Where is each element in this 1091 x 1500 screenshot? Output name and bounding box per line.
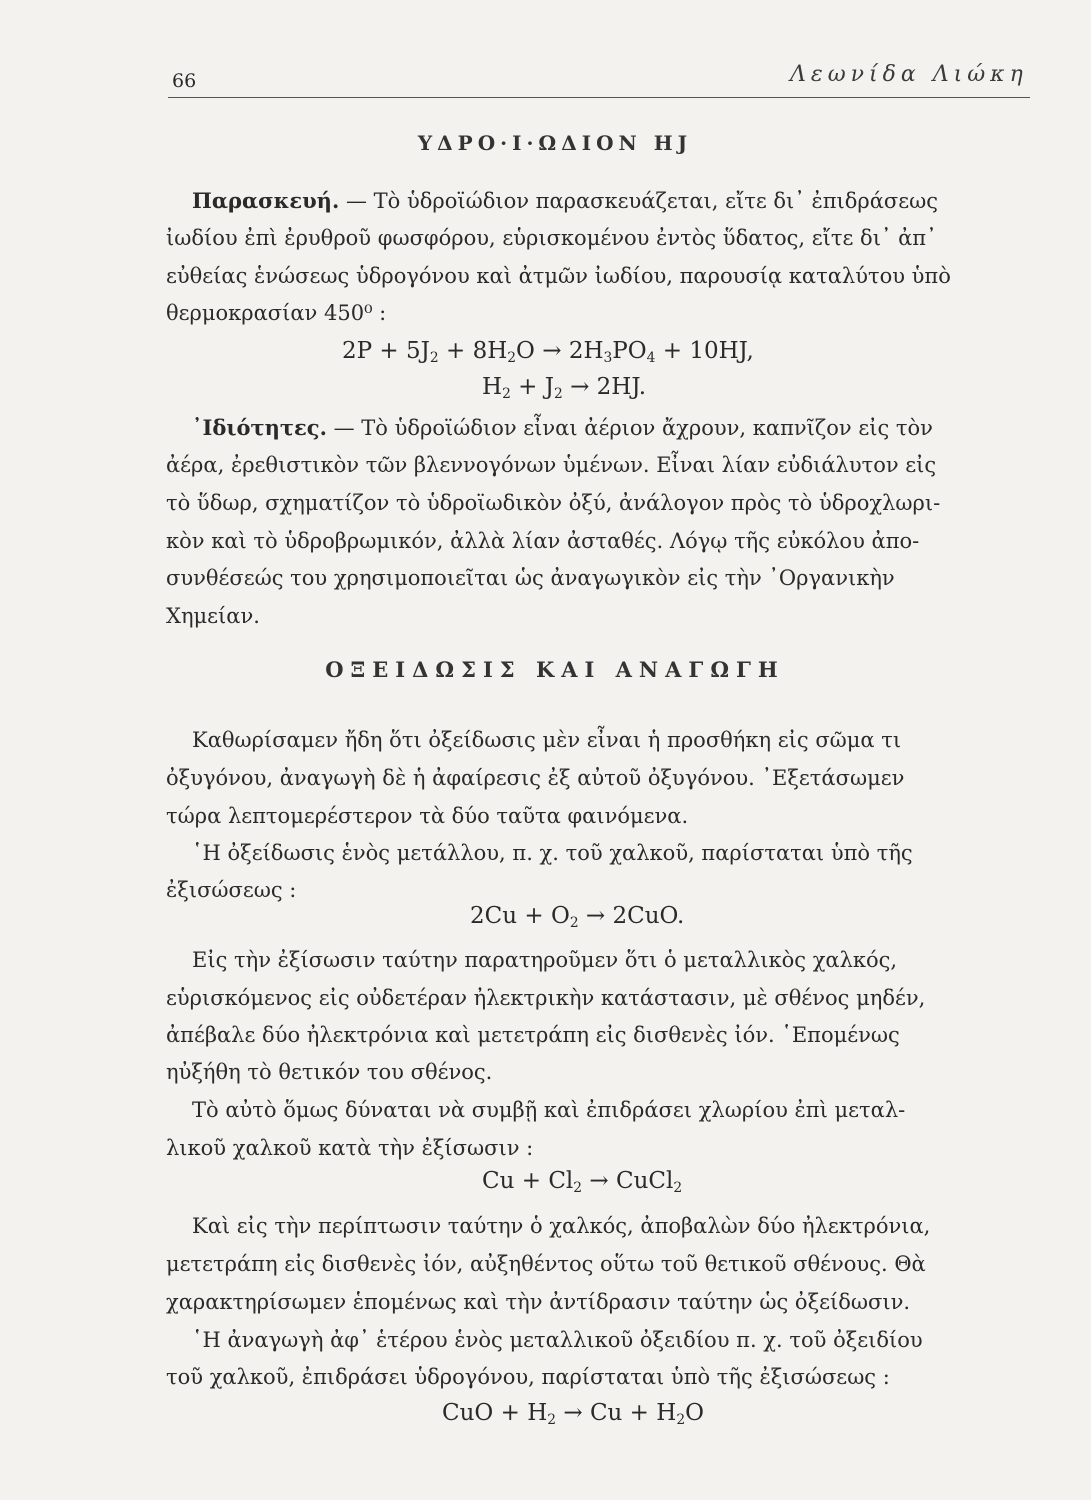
props-line-6: Χημείαν.	[166, 604, 260, 628]
header-rule	[168, 97, 1030, 98]
p5-line-3: χαρακτηρίσωμεν ἑπομένως καὶ τὴν ἀντίδρασιν ταύτην ὡς ὀξείδωσιν.	[166, 1290, 911, 1314]
prep-heading: Παρασκευή.	[192, 188, 340, 213]
p3-line-4: ηὐξήθη τὸ θετικόν του σθένος.	[166, 1060, 493, 1084]
props-heading: ᾽Ιδιότητες.	[192, 415, 327, 440]
prep-line-4: θερμοκρασίαν 450⁰ :	[166, 301, 387, 325]
props-line-3: τὸ ὕδωρ, σχηματίζον τὸ ὑδροϊωδικὸν ὀξύ, ἀνάλογον πρὸς τὸ ὑδροχλωρι-	[166, 491, 941, 515]
props-line-1: ᾽Ιδιότητες. — Τὸ ὑδροϊώδιον εἶναι ἀέριον ἄχρουν, καπνῖζον εἰς τὸν	[192, 415, 933, 440]
p1-line-1: Καθωρίσαμεν ἤδη ὅτι ὀξείδωσις μὲν εἶναι ἡ προσθήκη εἰς σῶμα τι	[192, 728, 902, 752]
p6-line-1: ῾Η ἀναγωγὴ ἀφ᾽ ἑτέρου ἑνὸς μεταλλικοῦ ὀξειδίου π. χ. τοῦ ὀξειδίου	[192, 1328, 923, 1352]
equation-3: $2Cu + O_2 \to 2CuO$.	[470, 903, 685, 932]
prep-line-3: εὐθείας ἑνώσεως ὑδρογόνου καὶ ἀτμῶν ἰωδίου, παρουσίᾳ καταλύτου ὑπὸ	[166, 264, 951, 288]
p2-line-2: ἐξισώσεως :	[166, 878, 297, 902]
props-line-4: κὸν καὶ τὸ ὑδροβρωμικόν, ἀλλὰ λίαν ἀσταθές. Λόγῳ τῆς εὐκόλου ἀπο-	[166, 529, 920, 553]
page-number: 66	[172, 70, 197, 92]
running-head: Λεωνίδα Λιώκη	[790, 62, 1028, 87]
p3-line-1: Εἰς τὴν ἐξίσωσιν ταύτην παρατηροῦμεν ὅτι ὁ μεταλλικὸς χαλκός,	[192, 948, 898, 972]
p4-line-1: Τὸ αὐτὸ ὅμως δύναται νὰ συμβῇ καὶ ἐπιδράσει χλωρίου ἐπὶ μεταλ-	[192, 1098, 906, 1122]
p5-line-2: μετετράπη εἰς δισθενὲς ἰόν, αὐξηθέντος οὕτω τοῦ θετικοῦ σθένους. Θὰ	[166, 1252, 926, 1276]
p1-line-3: τώρα λεπτομερέστερον τὰ δύο ταῦτα φαινόμενα.	[166, 804, 689, 828]
section-title-hydroiodide: ΥΔΡΟ·Ι·ΩΔΙΟΝ HJ	[417, 131, 693, 155]
prep-line-2: ἰωδίου ἐπὶ ἐρυθροῦ φωσφόρου, εὑρισκομένου ἐντὸς ὕδατος, εἴτε δι᾽ ἀπ᾽	[166, 226, 937, 250]
p3-line-2: εὑρισκόμενος εἰς οὐδετέραν ἠλεκτρικὴν κατάστασιν, μὲ σθένος μηδέν,	[166, 986, 926, 1010]
equation-5: CuO + $H_2 \to Cu + H_2O$	[442, 1400, 704, 1429]
p6-line-2: τοῦ χαλκοῦ, ἐπιδράσει ὑδρογόνου, παρίσταται ὑπὸ τῆς ἐξισώσεως :	[166, 1365, 890, 1389]
section-title-redox: ΟΞΕΙΔΩΣΙΣ ΚΑΙ ΑΝΑΓΩΓΗ	[325, 657, 785, 682]
p1-line-2: ὀξυγόνου, ἀναγωγὴ δὲ ἡ ἀφαίρεσις ἐξ αὐτοῦ ὀξυγόνου. ᾽Εξετάσωμεν	[166, 766, 905, 790]
prep-line-1: Παρασκευή. — Τὸ ὑδροϊώδιον παρασκευάζεται, εἴτε δι᾽ ἐπιδράσεως	[192, 188, 939, 213]
p4-line-2: λικοῦ χαλκοῦ κατὰ τὴν ἐξίσωσιν :	[166, 1136, 534, 1160]
equation-1: $2P + 5J_2 + 8H_2O \to 2H_3PO_4 + 10HJ$,	[342, 338, 754, 367]
equation-2: $H_2 + J_2 \to 2HJ$.	[482, 374, 647, 403]
props-line-2: ἀέρα, ἐρεθιστικὸν τῶν βλεννογόνων ὑμένων. Εἶναι λίαν εὐδιάλυτον εἰς	[166, 453, 937, 477]
p3-line-3: ἀπέβαλε δύο ἠλεκτρόνια καὶ μετετράπη εἰς δισθενὲς ἰόν. ῾Επομένως	[166, 1023, 900, 1047]
props-line-5: συνθέσεώς του χρησιμοποιεῖται ὡς ἀναγωγικὸν εἰς τὴν ᾽Οργανικὴν	[166, 566, 895, 590]
equation-4: $Cu + Cl_2$ → CuCl$_2$	[482, 1168, 683, 1197]
p5-line-1: Καὶ εἰς τὴν περίπτωσιν ταύτην ὁ χαλκός, ἀποβαλὼν δύο ἠλεκτρόνια,	[192, 1214, 931, 1238]
p2-line-1: ῾Η ὀξείδωσις ἑνὸς μετάλλου, π. χ. τοῦ χαλκοῦ, παρίσταται ὑπὸ τῆς	[192, 841, 913, 865]
